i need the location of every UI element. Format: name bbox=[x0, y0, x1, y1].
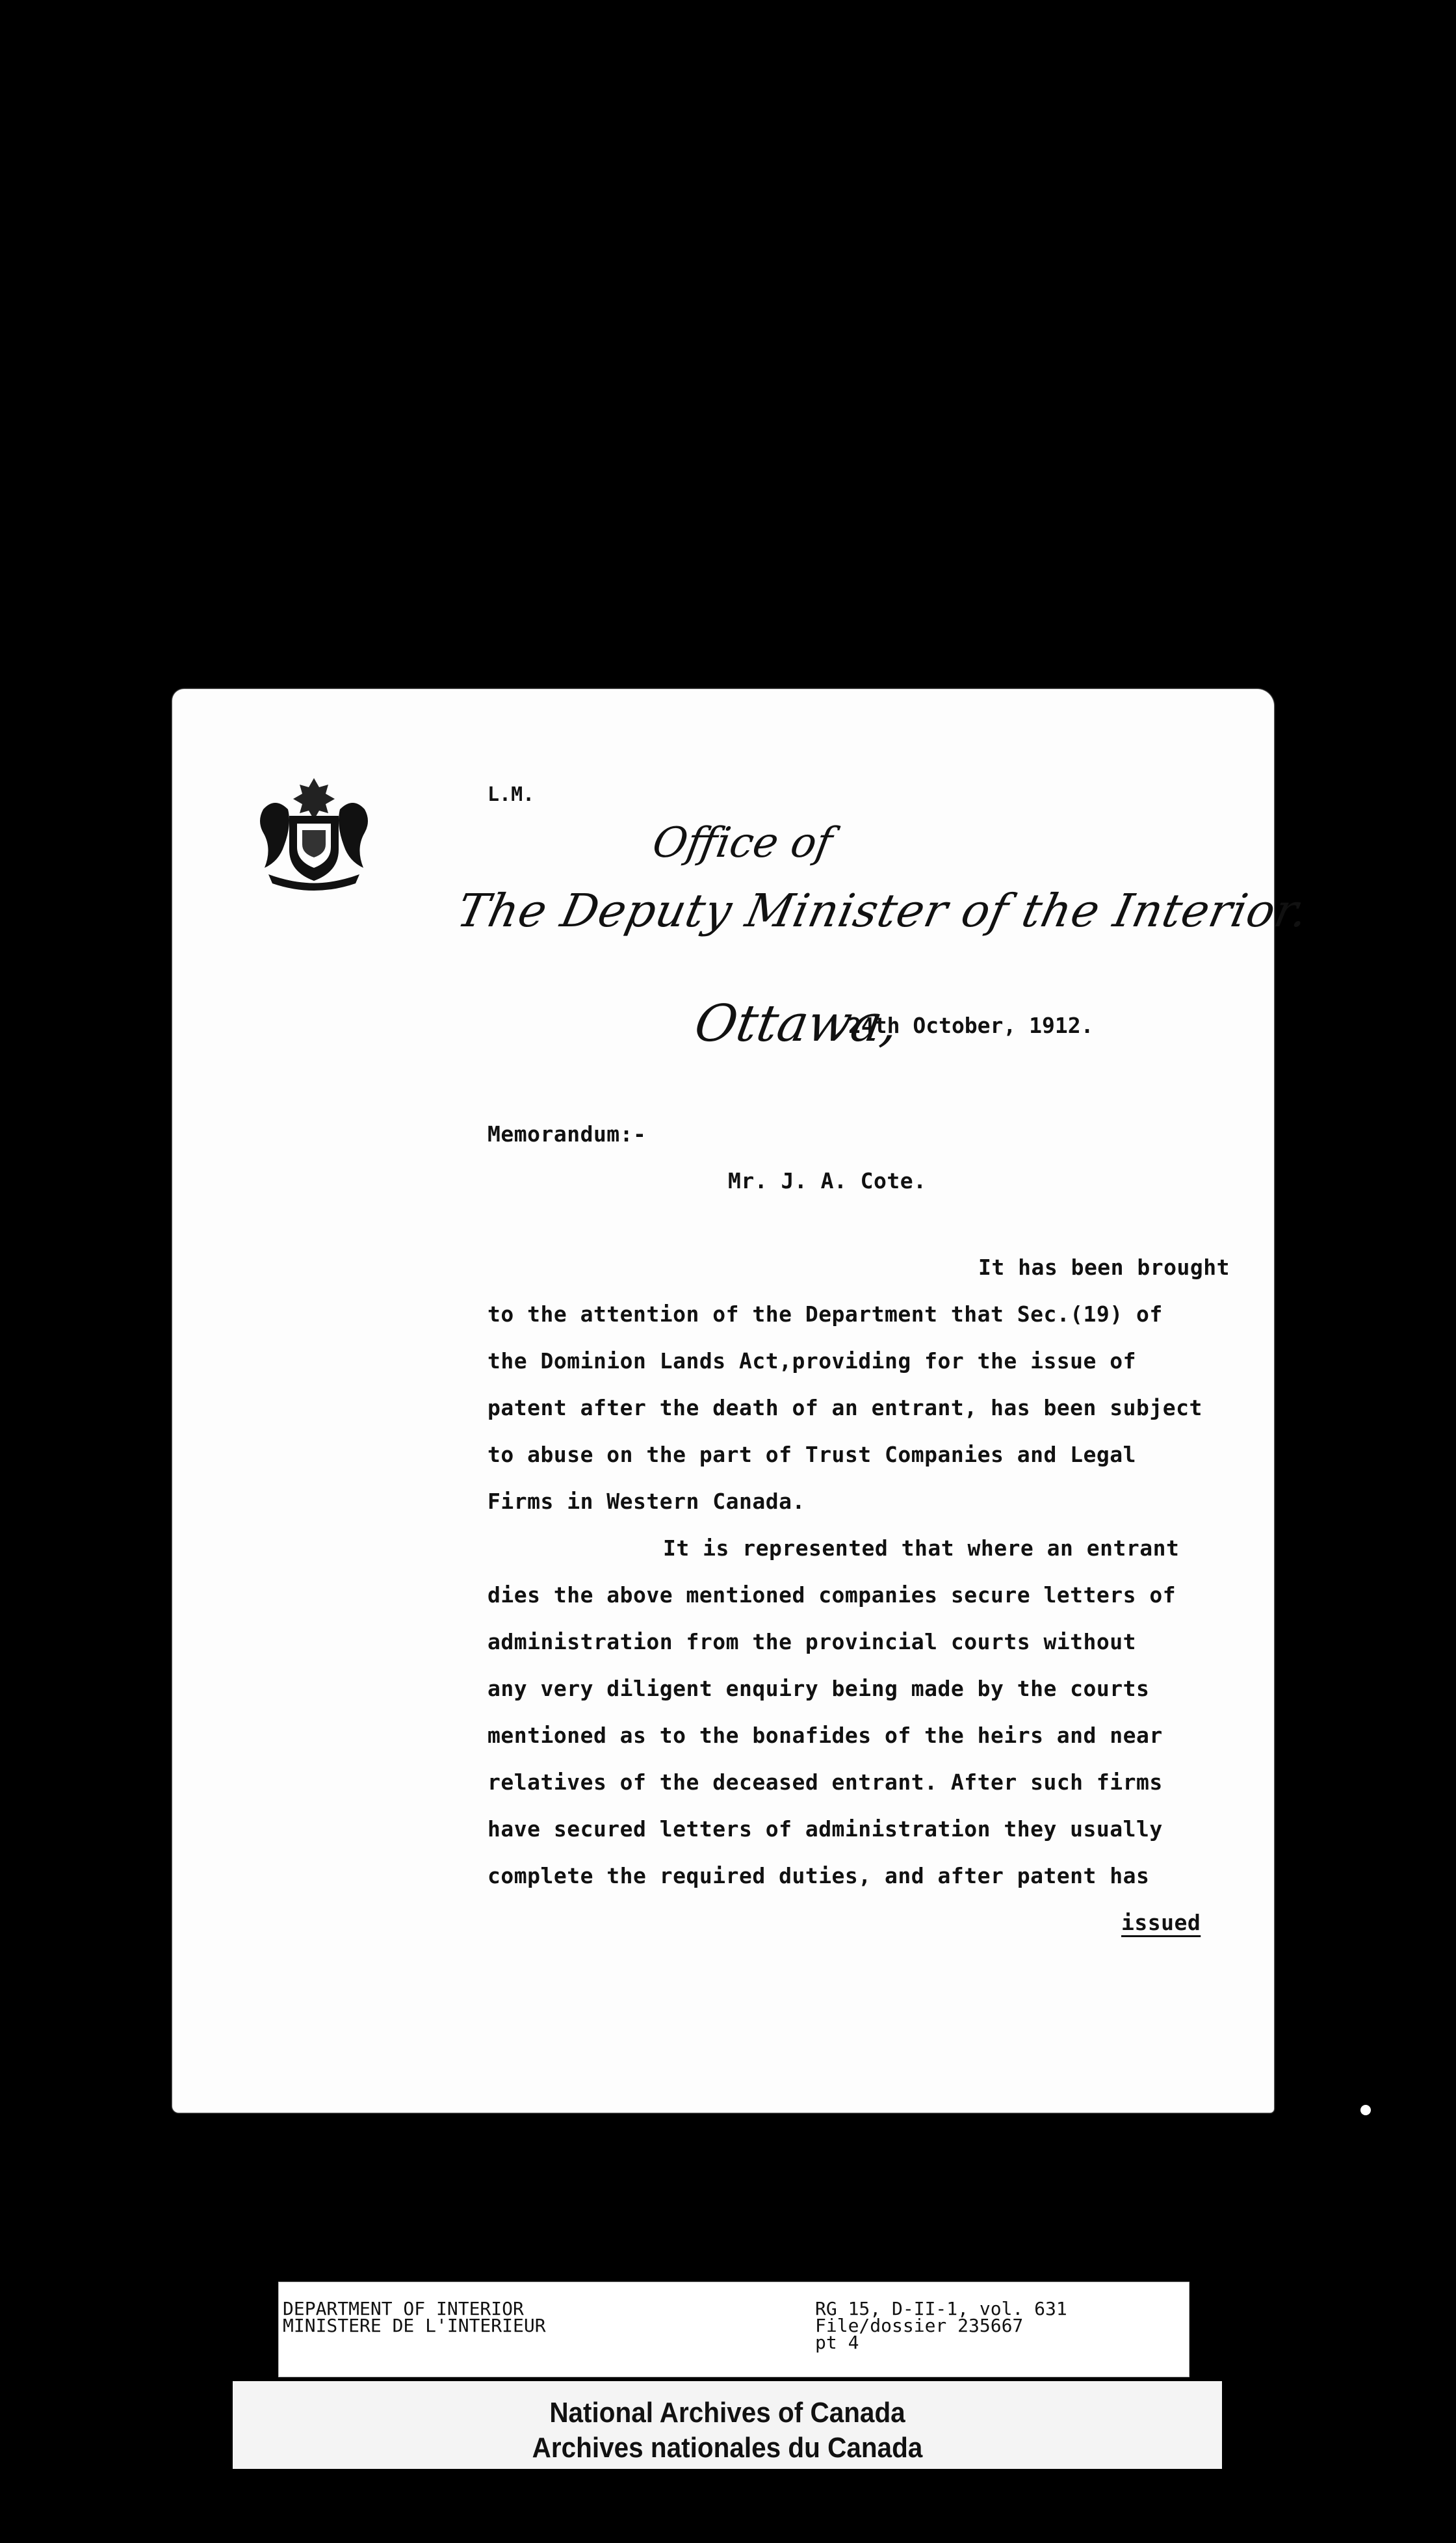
memo-addressee: Mr. J. A. Cote. bbox=[728, 1168, 927, 1193]
document-page bbox=[172, 689, 1314, 2113]
memo-line: any very diligent enquiry being made by the courts bbox=[488, 1676, 1150, 1701]
memo-line: Firms in Western Canada. bbox=[488, 1489, 805, 1514]
letterhead-deputy-minister: The Deputy Minister of the Interior. bbox=[452, 884, 1314, 937]
file-reference-label bbox=[815, 2298, 1067, 2353]
archive-reference-label bbox=[278, 2282, 1190, 2377]
archive-footer bbox=[233, 2381, 1222, 2469]
memo-catchword: issued bbox=[1121, 1910, 1201, 1935]
film-speck bbox=[1360, 2105, 1371, 2115]
letterhead-office-of: Office of bbox=[649, 819, 837, 867]
memo-line: mentioned as to the bonafides of the heirs and near bbox=[488, 1723, 1163, 1748]
archive-name-english: National Archives of Canada bbox=[549, 2397, 905, 2429]
letter-date: 24th October, 1912. bbox=[848, 1013, 1094, 1038]
coat-of-arms-emblem bbox=[249, 770, 379, 894]
memo-line: to the attention of the Department that Sec.(19) of bbox=[488, 1301, 1163, 1327]
department-label-line: MINISTERE DE L'INTERIEUR bbox=[283, 2315, 546, 2336]
department-label-line: DEPARTMENT OF INTERIOR bbox=[283, 2298, 524, 2319]
memo-line: It has been brought bbox=[978, 1255, 1230, 1280]
reference-initials: L.M. bbox=[488, 783, 535, 806]
letterhead-place: Ottawa, bbox=[690, 995, 904, 1053]
memo-line: complete the required duties, and after patent has bbox=[488, 1863, 1150, 1888]
file-reference-line: pt 4 bbox=[815, 2332, 859, 2353]
memo-line: have secured letters of administration they usually bbox=[488, 1816, 1163, 1842]
archive-name-french: Archives nationales du Canada bbox=[532, 2432, 923, 2464]
memo-line: dies the above mentioned companies secure letters of bbox=[488, 1582, 1176, 1608]
file-reference-line: File/dossier 235667 bbox=[815, 2315, 1024, 2336]
department-label bbox=[283, 2298, 546, 2336]
memo-line: It is represented that where an entrant bbox=[663, 1535, 1180, 1561]
memo-line: relatives of the deceased entrant. After such firms bbox=[488, 1769, 1163, 1795]
memo-heading: Memorandum:- bbox=[488, 1121, 647, 1147]
memo-line: administration from the provincial courts without bbox=[488, 1629, 1137, 1654]
memo-line: the Dominion Lands Act,providing for the issue of bbox=[488, 1348, 1137, 1374]
memo-line: to abuse on the part of Trust Companies and Legal bbox=[488, 1442, 1137, 1467]
memo-line: patent after the death of an entrant, has been subject bbox=[488, 1395, 1202, 1420]
file-reference-line: RG 15, D-II-1, vol. 631 bbox=[815, 2298, 1067, 2319]
